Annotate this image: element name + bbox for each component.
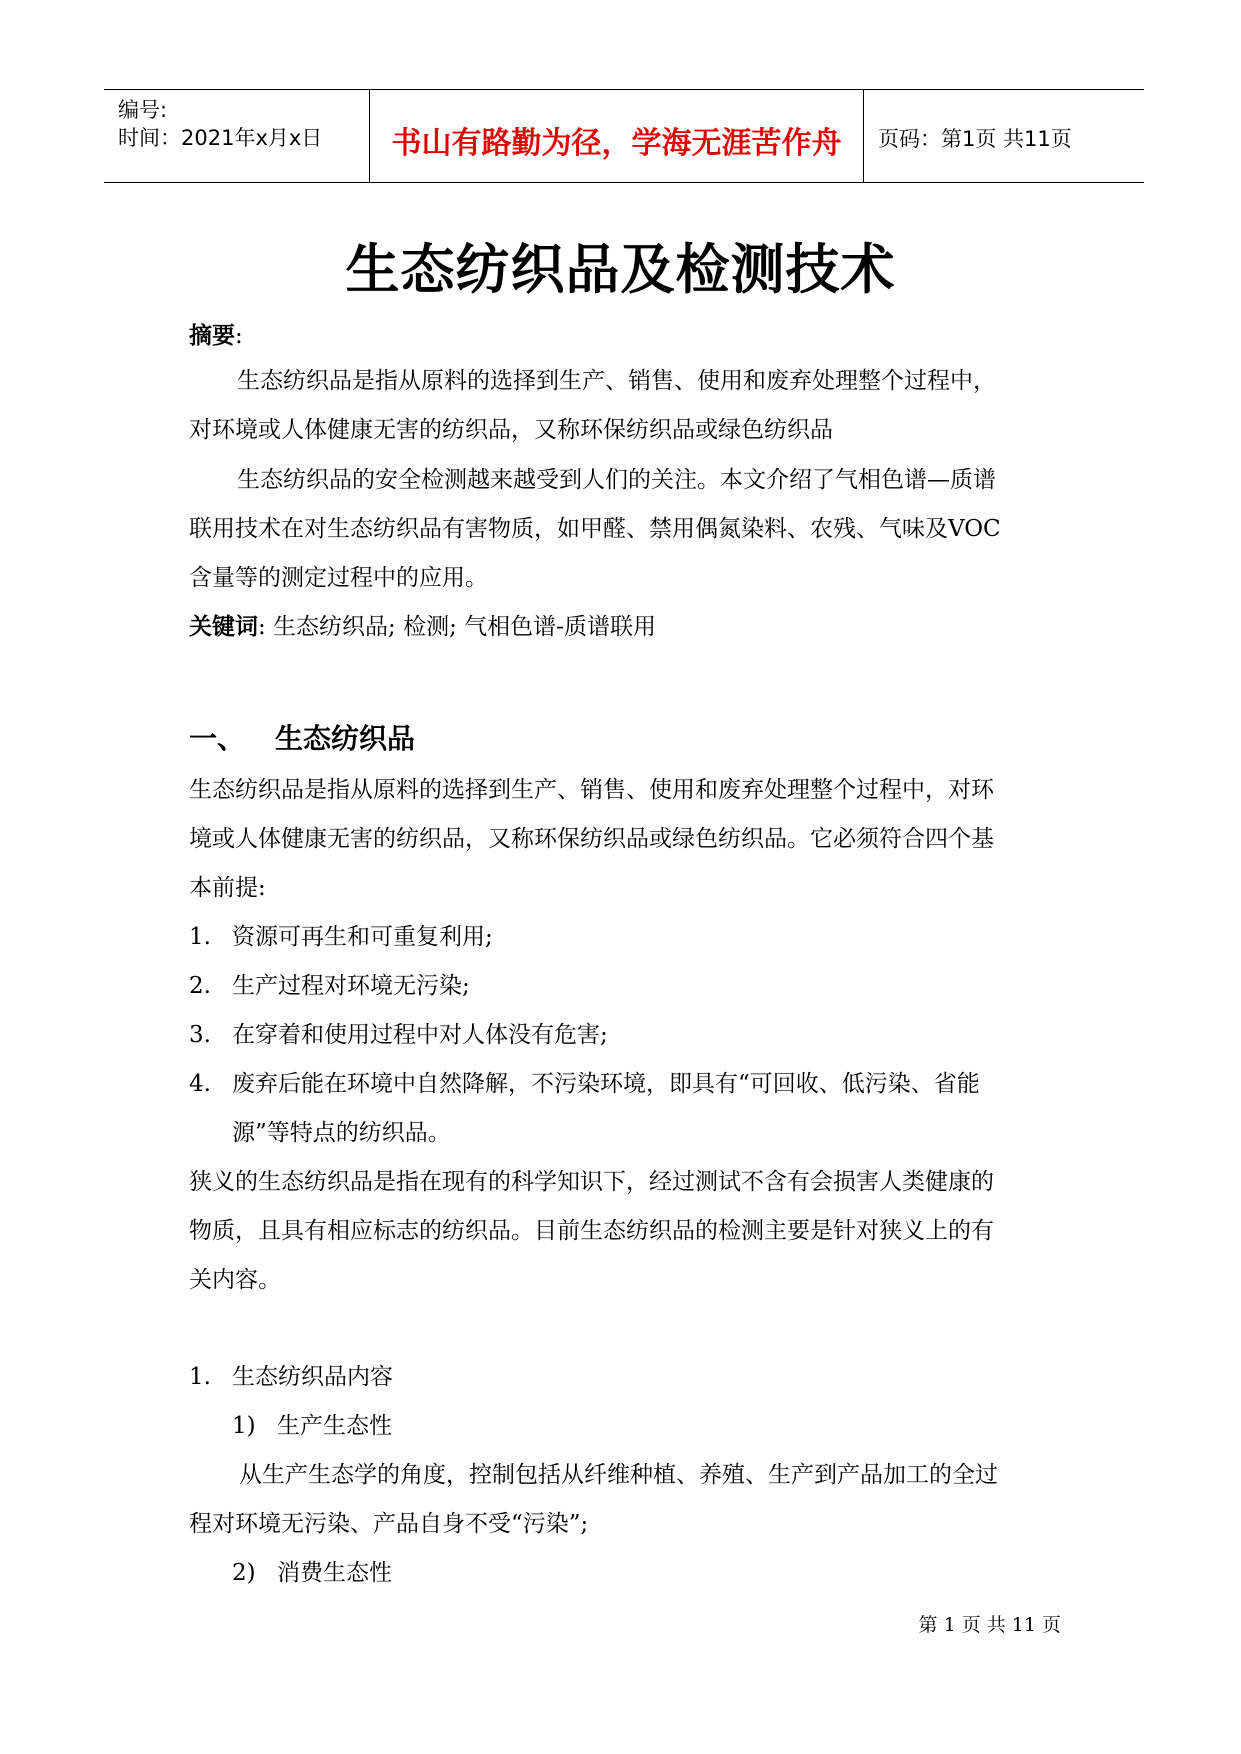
header-motto: 书山有路勤为径，学海无涯苦作舟 xyxy=(391,126,842,161)
keywords-line xyxy=(189,603,656,652)
abstract-label-line xyxy=(189,312,243,361)
section-1-number: 一、 xyxy=(189,722,246,755)
abstract-p1-line2: 对环境或人体健康无害的纺织品，又称环保纺织品或绿色纺织品 xyxy=(189,417,833,443)
section1-p1-line1: 生态纺织品是指从原料的选择到生产、销售、使用和废弃处理整个过程中，对环 xyxy=(189,777,994,803)
abstract-p2-line2: 联用技术在对生态纺织品有害物质，如甲醛、禁用偶氮染料、农残、气味及VOC xyxy=(189,516,1001,542)
list-item-2-text: 生产过程对环境无污染; xyxy=(232,973,470,999)
document-title: 生态纺织品及检测技术 xyxy=(345,238,896,301)
abstract-colon: : xyxy=(235,323,243,349)
page-footer-number: 第 1 页 共 11 页 xyxy=(918,1614,1061,1636)
list-item-1-text: 资源可再生和可重复利用; xyxy=(232,924,493,950)
subsubsection-2-title: 消费生态性 xyxy=(277,1560,392,1586)
subsubsection-1-title: 生产生态性 xyxy=(277,1413,392,1439)
abstract-p2-line1: 生态纺织品的安全检测越来越受到人们的关注。本文介绍了气相色谱—质谱 xyxy=(237,467,996,493)
section1-p3-line1: 从生产生态学的角度，控制包括从纤维种植、养殖、生产到产品加工的全过 xyxy=(239,1462,998,1488)
header-motto-cell xyxy=(370,90,864,182)
list-item-4-text-line2: 源”等特点的纺织品。 xyxy=(232,1120,451,1146)
section1-p3-line2: 程对环境无污染、产品自身不受“污染”; xyxy=(189,1511,589,1537)
section1-p1-line2: 境或人体健康无害的纺织品，又称环保纺织品或绿色纺织品。它必须符合四个基 xyxy=(189,826,994,852)
keywords-text: : 生态纺织品; 检测; 气相色谱-质谱联用 xyxy=(258,614,656,640)
section1-p1-line3: 本前提: xyxy=(189,875,266,901)
page-header xyxy=(104,89,1144,183)
header-page-number: 页码：第1页 共11页 xyxy=(878,127,1072,151)
section1-p2-line2: 物质，且具有相应标志的纺织品。目前生态纺织品的检测主要是针对狭义上的有 xyxy=(189,1218,994,1244)
subsection-1-title: 生态纺织品内容 xyxy=(232,1364,393,1390)
list-item-1-number: 1. xyxy=(189,924,211,950)
section1-p2-line1: 狭义的生态纺织品是指在现有的科学知识下，经过测试不含有会损害人类健康的 xyxy=(189,1169,994,1195)
abstract-label: 摘要 xyxy=(189,323,235,349)
list-item-4-number: 4. xyxy=(189,1071,211,1097)
subsubsection-1-number: 1) xyxy=(232,1413,256,1439)
section1-p2-line3: 关内容。 xyxy=(189,1267,281,1293)
subsubsection-2-number: 2) xyxy=(232,1560,256,1586)
document-time-label: 时间：2021年x月x日 xyxy=(118,126,323,150)
header-page-cell xyxy=(864,90,1144,182)
abstract-p1-line1: 生态纺织品是指从原料的选择到生产、销售、使用和废弃处理整个过程中， xyxy=(237,368,996,394)
document-number-label: 编号: xyxy=(118,98,168,122)
keywords-label: 关键词 xyxy=(189,614,258,640)
list-item-2-number: 2. xyxy=(189,973,211,999)
list-item-3-number: 3. xyxy=(189,1022,211,1048)
abstract-p2-line3: 含量等的测定过程中的应用。 xyxy=(189,565,488,591)
list-item-3-text: 在穿着和使用过程中对人体没有危害; xyxy=(232,1022,608,1048)
header-info-cell xyxy=(104,90,370,182)
subsection-1-number: 1. xyxy=(189,1364,211,1390)
list-item-4-text: 废弃后能在环境中自然降解，不污染环境，即具有“可回收、低污染、省能 xyxy=(232,1071,980,1097)
section-1-title: 生态纺织品 xyxy=(275,722,416,755)
